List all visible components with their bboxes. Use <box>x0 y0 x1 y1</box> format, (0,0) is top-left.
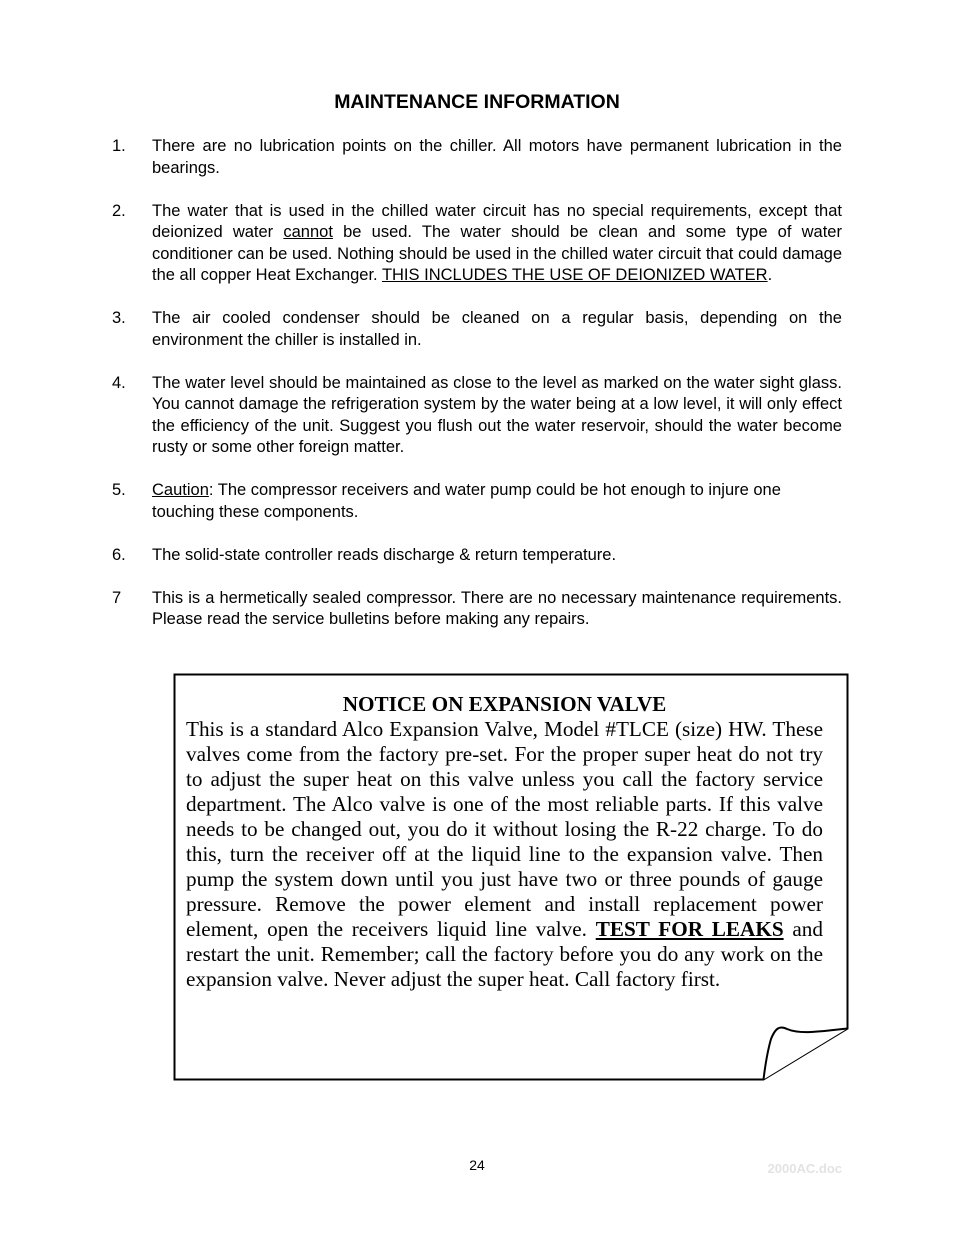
item-text: The air cooled condenser should be cleaned on a regular basis, depending on the environment the chiller is installed in. <box>152 309 842 349</box>
page-curl <box>764 1027 848 1079</box>
notice-body <box>186 717 823 992</box>
page-title: MAINTENANCE INFORMATION <box>334 91 620 113</box>
item-text <box>152 201 842 287</box>
item-number: 3. <box>112 309 126 327</box>
item-text-part: be used. The water should be clean and some type of water conditioner can be used. Nothing should be used in the chilled water circuit that could damage the all copper Heat Exchanger. <box>152 223 842 284</box>
item-text: The solid-state controller reads discharge & return temperature. <box>152 545 617 564</box>
item-number: 1. <box>112 137 126 155</box>
notice-box <box>173 673 849 1081</box>
list-item <box>112 373 842 459</box>
item-number: 4. <box>112 373 126 392</box>
list-item <box>112 545 842 567</box>
list-item <box>112 588 842 631</box>
list-item <box>112 480 842 523</box>
item-text: The water level should be maintained as close to the level as marked on the water sight glass. You cannot damage the refrigeration system by the water being at a low level, it will only effect the efficiency of the unit. Suggest you flush out the water reservoir, should the water become rusty or some other foreign matter. <box>152 373 842 456</box>
item-underlined-text: THIS INCLUDES THE USE OF DEIONIZED WATER <box>381 266 768 284</box>
list-item <box>112 308 842 351</box>
item-number: 5. <box>112 481 126 499</box>
item-underlined-text: cannot <box>283 223 333 241</box>
item-text: There are no lubrication points on the chiller. All motors have permanent lubrication in the bearings. <box>152 137 842 177</box>
maintenance-list <box>112 136 842 652</box>
notice-text: and restart the unit. Remember; call the factory before you do any work on the expansion valve. Never adjust the super heat. Call factory first. <box>186 917 823 991</box>
notice-title: NOTICE ON EXPANSION VALVE <box>342 692 667 716</box>
test-for-leaks-emphasis: TEST FOR LEAKS <box>595 917 784 941</box>
item-text-part: : The compressor receivers and water pump could be hot enough to injure one touching these components. <box>152 481 781 521</box>
list-item <box>112 201 842 287</box>
notice-content <box>186 692 823 992</box>
item-text-part: The water that is used in the chilled water circuit has no special requirements, except that deionized water <box>152 201 842 241</box>
notice-text: This is a standard Alco Expansion Valve, Model #TLCE (size) HW. These valves come from the factory pre-set. For the proper super heat do not try to adjust the super heat on this valve unless you call the factory service department. The Alco valve is one of the most reliable parts. If this valve needs to be changed out, you do it without losing the R-22 charge. To do this, turn the receiver off at the liquid line to the expansion valve. Then pump the system down until you just have two or three pounds of gauge pressure. Remove the power element and install replacement power element, open the receivers liquid line valve. <box>186 717 823 941</box>
document-filename: 2000AC.doc <box>767 1161 842 1176</box>
caution-label: Caution <box>152 481 209 499</box>
item-number: 6. <box>112 545 126 564</box>
item-number: 7 <box>112 588 122 607</box>
list-item <box>112 136 842 179</box>
item-text-part: . <box>767 266 773 284</box>
item-text: This is a hermetically sealed compressor. There are no necessary maintenance requirements. Please read the service bulletins before making any repairs. <box>152 588 842 628</box>
item-text <box>152 480 842 523</box>
page-number: 24 <box>469 1157 485 1173</box>
item-number: 2. <box>112 201 126 220</box>
